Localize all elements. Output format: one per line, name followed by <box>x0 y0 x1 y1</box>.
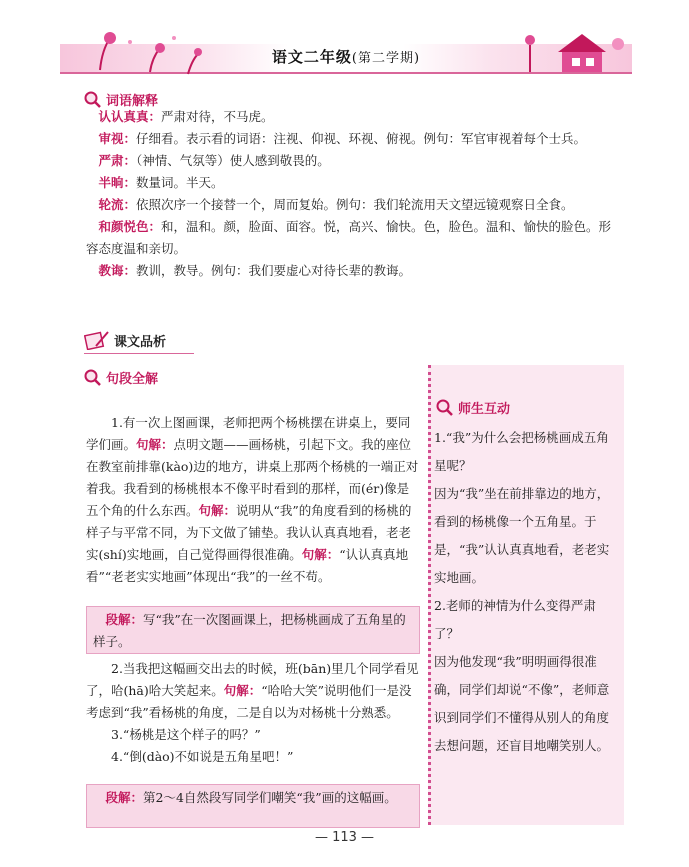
vocab-item: 半晌：数量词。半天。 <box>98 175 224 190</box>
magnifier-icon <box>84 369 102 387</box>
house-deco-right-icon <box>500 30 632 76</box>
magnifier-icon <box>436 399 454 417</box>
vocab-list <box>86 106 622 282</box>
answer-2: 因为他发现“我”明明画得很准确，同学们却说“不像”，老师意识到同学们不懂得从别人的角度去想问题，还盲目地嘲笑别人。 <box>434 654 610 753</box>
paragraph-2: 2.当我把这幅画交出去的时候，班(bān)里几个同学看见了，哈(hā)哈大笑起来。句解：“哈哈大笑”说明他们一是没考虑到“我”看杨桃的角度，二是自以为对杨桃十分熟悉。 3.“杨桃是这个样子的吗？” 4.“倒(dào)不如说是五角星吧！” <box>86 661 419 764</box>
question-2: 2.老师的神情为什么变得严肃了？ <box>434 598 596 641</box>
question-1: 1.“我”为什么会把杨桃画成五角星呢？ <box>434 430 609 473</box>
summary-box-2: 段解：第2～4自然段写同学们嘲笑“我”画的这幅画。 <box>86 784 420 828</box>
answer-1: 因为“我”坐在前排靠边的地方，看到的杨桃像一个五角星。于是，“我”认认真真地看，老老实实地画。 <box>434 486 610 585</box>
vocab-item: 认认真真：严肃对待，不马虎。 <box>98 109 274 124</box>
page-number: — 113 — <box>314 830 375 845</box>
analysis-heading: 句段全解 <box>84 368 158 387</box>
banner-underline <box>84 353 194 354</box>
vocab-item: 教诲：教训，教导。例句：我们要虚心对待长辈的教诲。 <box>98 263 412 278</box>
header-title: 语文二年级(第二学期) <box>271 48 421 66</box>
interaction-heading: 师生互动 <box>436 398 510 417</box>
pencil-paper-icon <box>84 330 110 350</box>
vocab-item: 严肃：（神情、气氛等）使人感到敬畏的。 <box>98 153 330 168</box>
interaction-content <box>434 424 620 760</box>
vocab-item: 和颜悦色：和，温和。颜，脸面、面容。悦，高兴、愉快。色，脸色。温和、愉快的脸色。形容态度温和亲切。 <box>86 219 612 256</box>
paragraph-1: 1.有一次上图画课，老师把两个杨桃摆在讲桌上，要同学们画。句解：点明文题——画杨桃，引起下文。我的座位在教室前排靠(kào)边的地方，讲桌上那两个杨桃的一端正对着我。我看到的杨桃根本不像平时看到的那样，而(ér)像是五个角的什么东西。句解：说明从“我”的角度看到的杨桃的样子与平常不同，为下文做了铺垫。我认认真真地看，老老实(shí)实地画，自己觉得画得很准确。句解：“认认真真地看”“老老实实地画”体现出“我”的一丝不苟。 <box>86 415 419 584</box>
vocab-item: 审视：仔细看。表示看的词语：注视、仰视、环视、俯视。例句：军官审视着每个士兵。 <box>98 131 587 146</box>
vocab-item: 轮流：依照次序一个接替一个，周而复始。例句：我们轮流用天文望远镜观察日全食。 <box>98 197 574 212</box>
page-header <box>60 30 632 78</box>
analysis-banner: 课文品析 <box>84 330 166 350</box>
vocab-heading: 词语解释 <box>84 90 158 109</box>
summary-box-1: 段解：写“我”在一次图画课上，把杨桃画成了五角星的样子。 <box>86 606 420 654</box>
